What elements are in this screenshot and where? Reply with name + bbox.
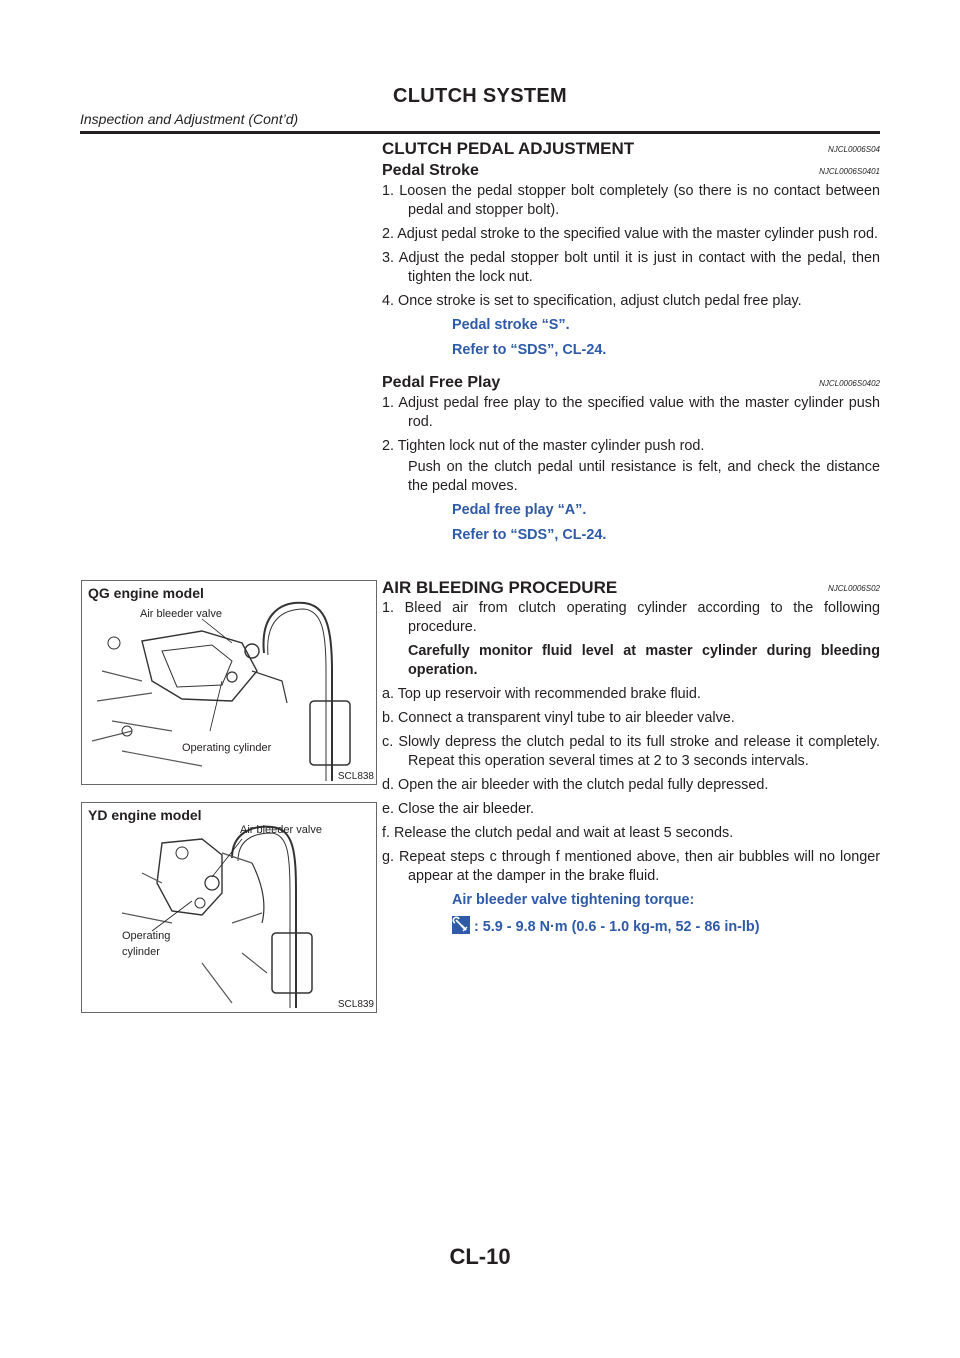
substep-item: a. Top up reservoir with recommended brake fluid.: [382, 686, 701, 702]
yd-engine-illustration: [82, 803, 378, 1014]
section-code: NJCL0006S04: [827, 145, 880, 154]
wrench-torque-icon: [452, 916, 470, 934]
subsection-title: Pedal Stroke: [382, 162, 479, 179]
step-note: Push on the clutch pedal until resistance is felt, and check the distance the pedal moves.: [408, 459, 880, 494]
section-heading-air-bleeding: [382, 577, 880, 599]
qg-engine-illustration: [82, 581, 378, 786]
label-operating: Operating: [122, 930, 171, 942]
subsection-heading-free-play: [382, 372, 880, 394]
page-title: CLUTCH SYSTEM: [393, 85, 567, 107]
figure-yd-engine: [81, 802, 377, 1013]
spec-pedal-stroke: Pedal stroke “S”.: [452, 317, 570, 333]
header-divider: [80, 131, 880, 134]
main-content: [382, 138, 880, 943]
step-item: 1. Loosen the pedal stopper bolt completely (so there is no contact between pedal and stopper bolt).: [382, 183, 880, 218]
label-air-bleeder-valve: Air bleeder valve: [140, 608, 222, 620]
label-air-bleeder-valve: Air bleeder valve: [240, 824, 322, 836]
section-heading-pedal-adjustment: [382, 138, 880, 160]
figure-qg-engine: [81, 580, 377, 785]
subsection-heading-pedal-stroke: [382, 160, 880, 182]
page-header: [80, 84, 880, 128]
section-code: NJCL0006S02: [827, 584, 880, 593]
step-item: 2. Tighten lock nut of the master cylinder push rod.: [382, 438, 705, 454]
spec-reference: Refer to “SDS”, CL-24.: [452, 342, 607, 358]
subsection-title: Pedal Free Play: [382, 374, 501, 391]
substep-item: g. Repeat steps c through f mentioned above, then air bubbles will no longer appear at the damper in the brake fluid.: [382, 849, 880, 884]
spec-torque-value: [382, 916, 880, 937]
step-item: 2. Adjust pedal stroke to the specified value with the master cylinder push rod.: [382, 226, 878, 242]
substep-item: e. Close the air bleeder.: [382, 801, 534, 817]
spec-torque-label: Air bleeder valve tightening torque:: [452, 892, 695, 908]
substep-item: d. Open the air bleeder with the clutch pedal fully depressed.: [382, 777, 769, 793]
section-title: CLUTCH PEDAL ADJUSTMENT: [382, 139, 635, 158]
label-cylinder: cylinder: [122, 946, 160, 958]
subsection-code: NJCL0006S0402: [819, 379, 880, 388]
section-title: AIR BLEEDING PROCEDURE: [382, 578, 618, 597]
page-number: CL-10: [449, 1244, 511, 1269]
figure-title: YD engine model: [88, 807, 202, 823]
caution-note: Carefully monitor fluid level at master cylinder during bleeding operation.: [408, 643, 880, 678]
figure-title: QG engine model: [88, 585, 204, 601]
substep-item: f. Release the clutch pedal and wait at least 5 seconds.: [382, 825, 734, 841]
page-subtitle: Inspection and Adjustment (Cont’d): [80, 111, 299, 127]
label-operating-cylinder: Operating cylinder: [182, 742, 272, 754]
torque-value-text: : 5.9 - 9.8 N·m (0.6 - 1.0 kg-m, 52 - 86 in-lb): [474, 919, 760, 935]
spec-reference: Refer to “SDS”, CL-24.: [452, 527, 607, 543]
subsection-code: NJCL0006S0401: [819, 167, 880, 176]
step-item: 3. Adjust the pedal stopper bolt until it is just in contact with the pedal, then tighten the lock nut.: [382, 250, 880, 285]
step-item: 1. Bleed air from clutch operating cylinder according to the following procedure.: [382, 600, 880, 635]
step-item: 4. Once stroke is set to specification, adjust clutch pedal free play.: [382, 293, 802, 309]
substep-item: c. Slowly depress the clutch pedal to its full stroke and release it completely. Repeat this operation several times at 2 to 3 seconds intervals.: [382, 734, 880, 769]
spec-free-play: Pedal free play “A”.: [452, 502, 587, 518]
step-item: 1. Adjust pedal free play to the specified value with the master cylinder push rod.: [382, 395, 880, 430]
figure-ref: SCL839: [337, 999, 374, 1010]
figure-ref: SCL838: [337, 771, 374, 782]
substep-item: b. Connect a transparent vinyl tube to air bleeder valve.: [382, 710, 735, 726]
